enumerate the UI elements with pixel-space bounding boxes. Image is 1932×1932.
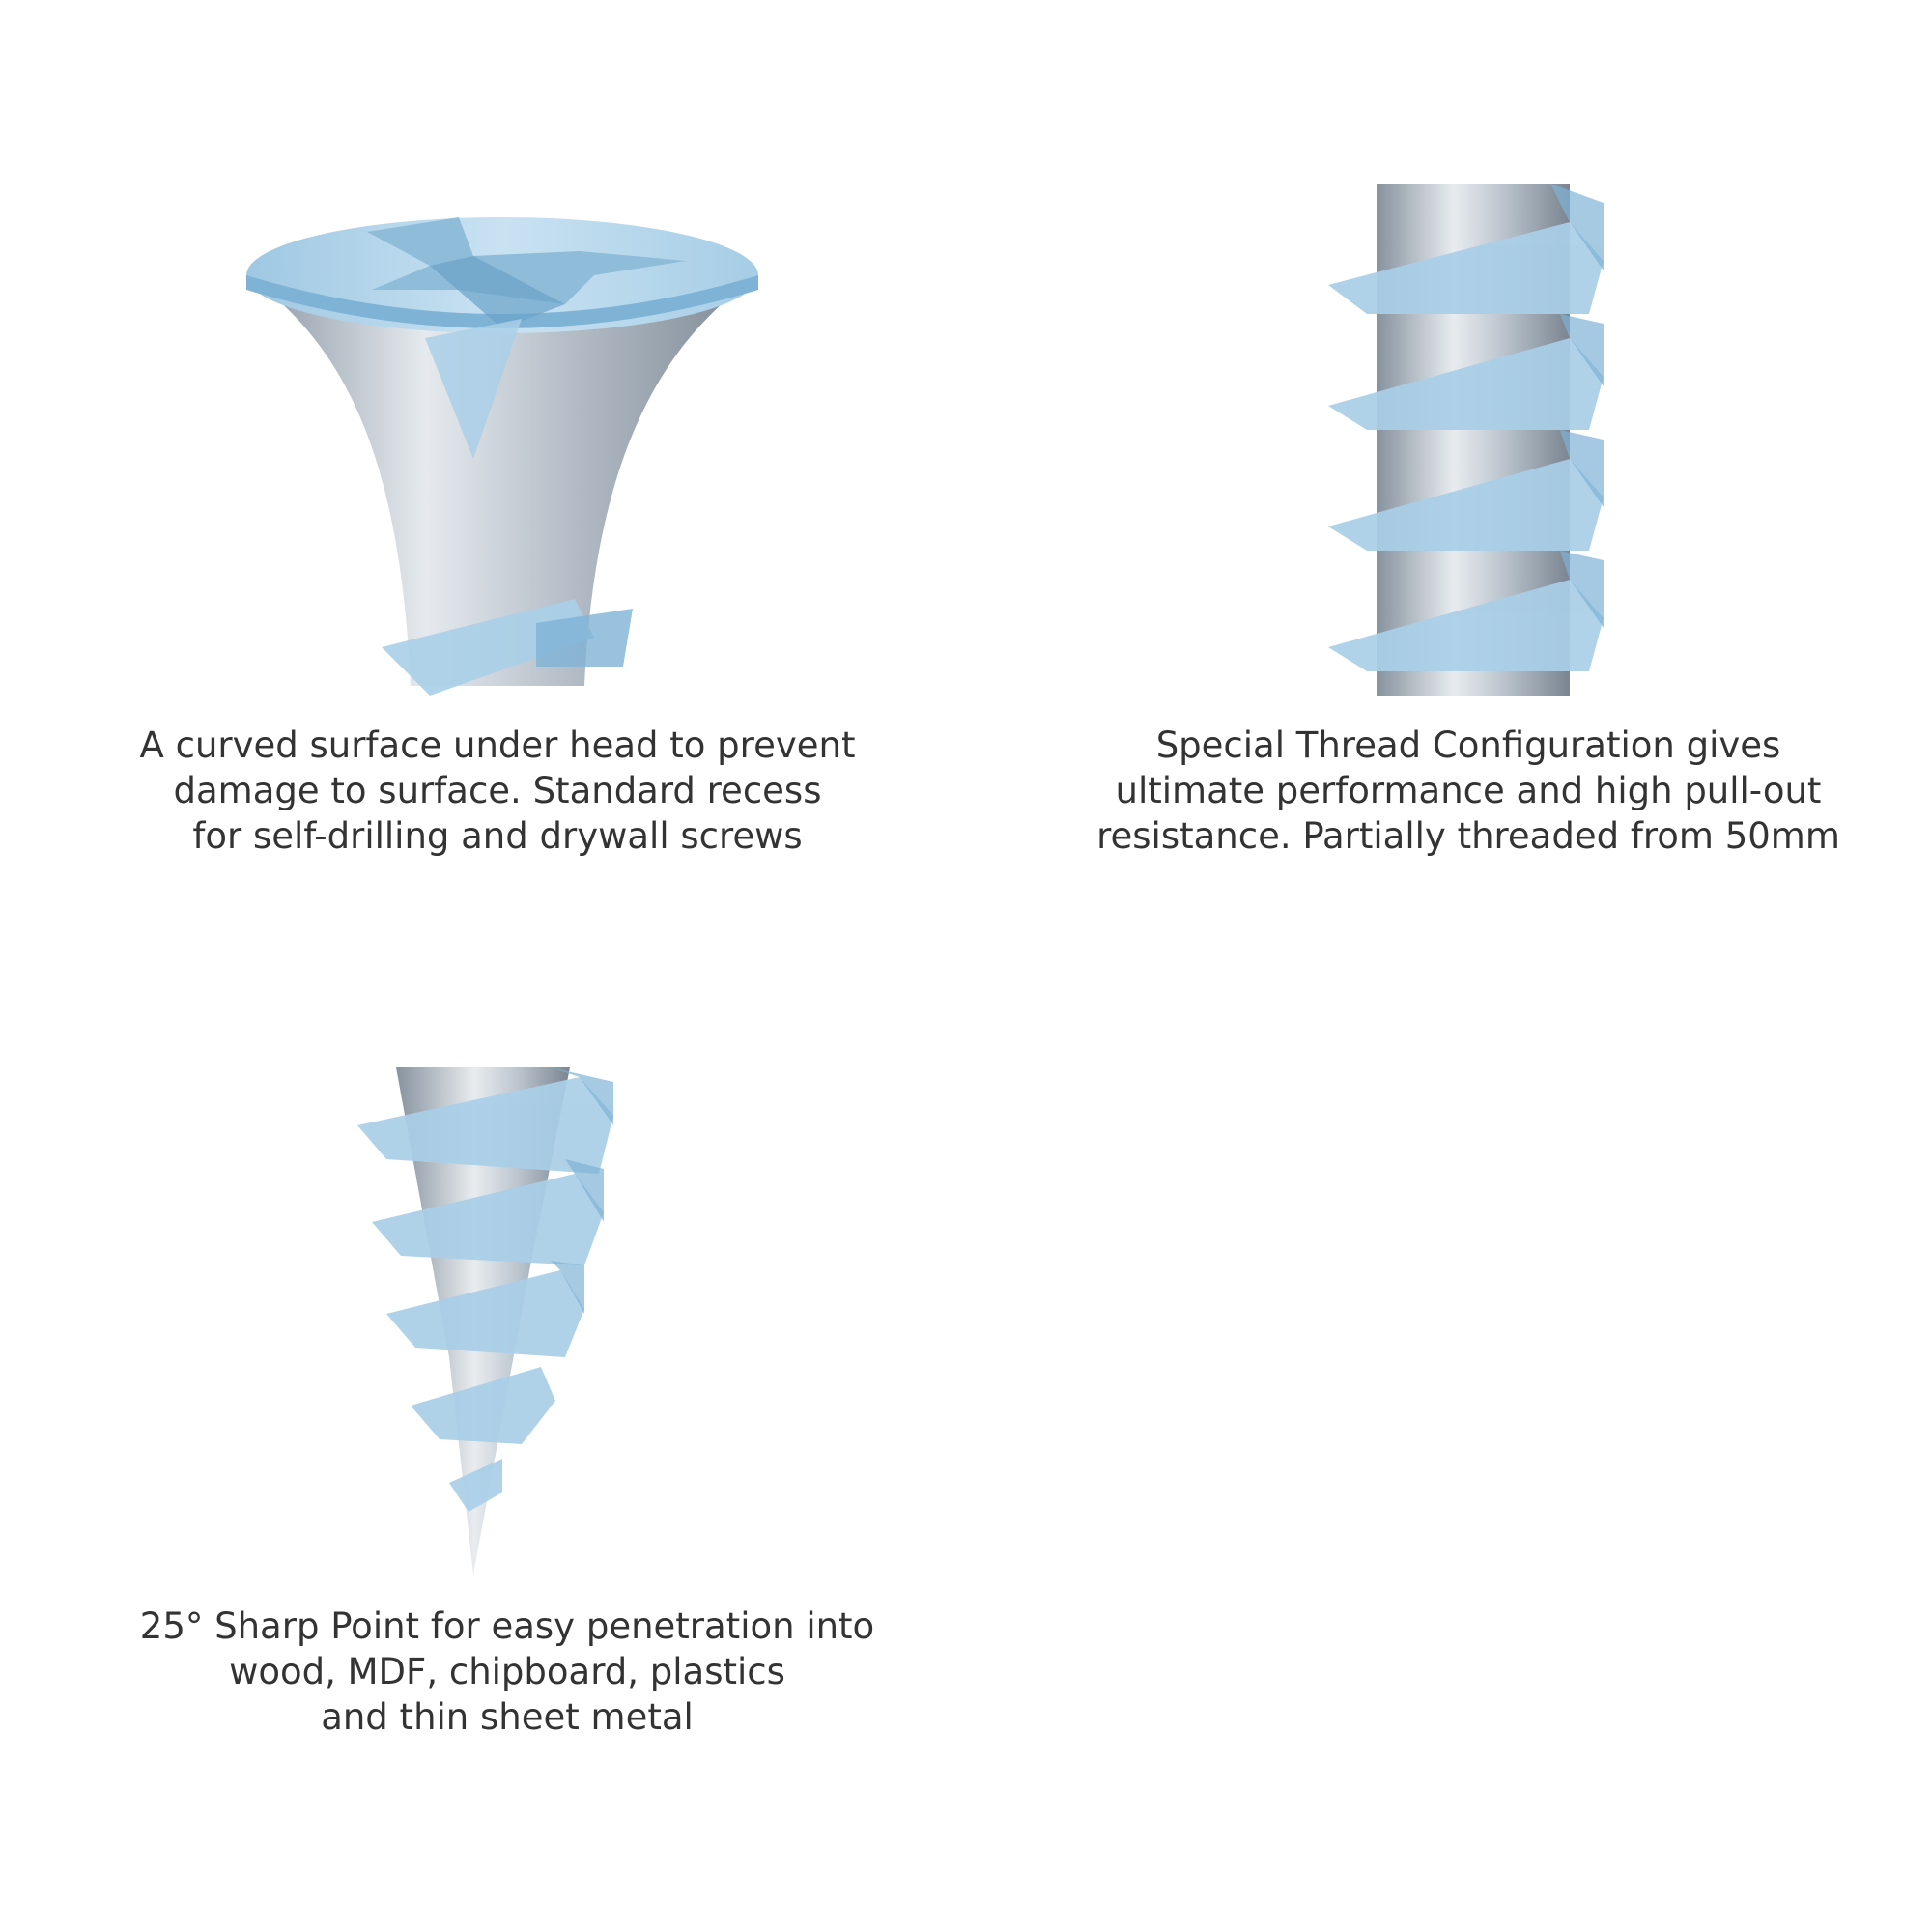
caption-line: 25° Sharp Point for easy penetration into [139,1605,875,1647]
caption-line: resistance. Partially threaded from 50mm [1096,815,1840,857]
caption-line: A curved surface under head to prevent [139,724,856,766]
caption-line: wood, MDF, chipboard, plastics [229,1651,785,1692]
caption-line: ultimate performance and high pull-out [1115,770,1822,811]
feature-caption [97,723,898,859]
feature-caption [97,1604,918,1740]
countersunk-screw-head-icon [246,184,758,696]
caption-line: and thin sheet metal [321,1696,694,1738]
caption-line: damage to surface. Standard recess [173,770,822,811]
screw-thread-icon [1328,184,1618,696]
feature-caption [1024,723,1913,859]
sharp-point-screw-tip-icon [357,1067,628,1575]
caption-line: Special Thread Configuration gives [1155,724,1781,766]
caption-line: for self-drilling and drywall screws [192,815,803,857]
